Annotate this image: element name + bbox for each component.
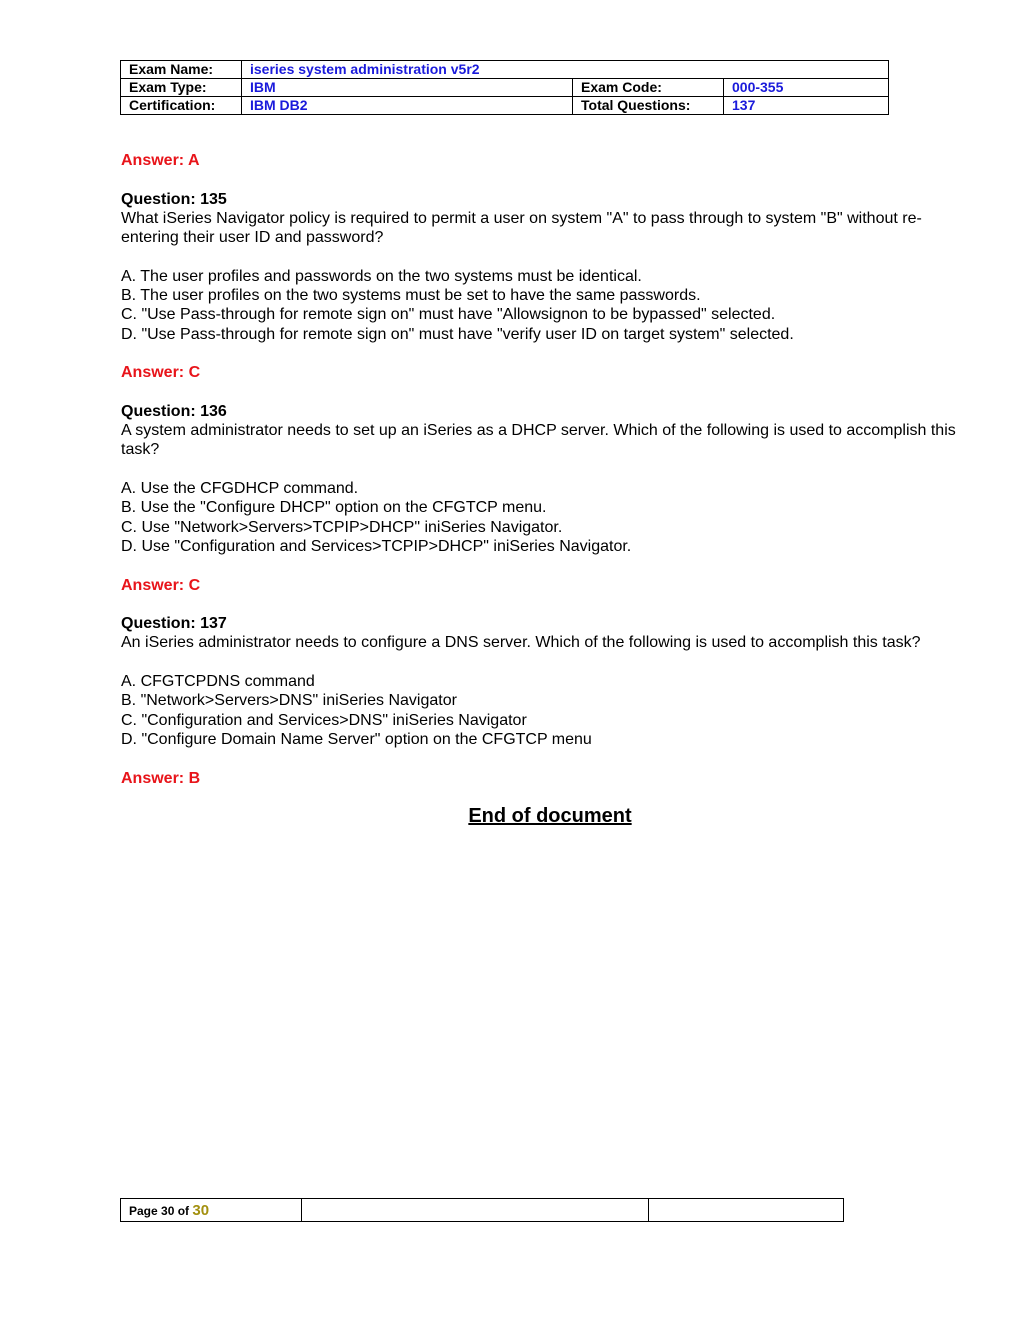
question-title: Question: 137 xyxy=(121,615,227,633)
option-b: B. "Network>Servers>DNS" iniSeries Navigator xyxy=(121,692,457,710)
question-answer: Answer: C xyxy=(121,576,201,594)
page-footer xyxy=(120,1198,844,1222)
question-answer: Answer: C xyxy=(121,364,201,382)
certification-label: Certification: xyxy=(121,97,242,115)
option-c: C. "Configuration and Services>DNS" iniSeries Navigator xyxy=(121,711,527,729)
option-d: D. Use "Configuration and Services>TCPIP>DHCP" iniSeries Navigator. xyxy=(121,537,632,555)
option-c: C. "Use Pass-through for remote sign on" must have "Allowsignon to be bypassed" selected. xyxy=(121,306,776,324)
exam-name-value: iseries system administration v5r2 xyxy=(242,61,889,79)
exam-type-label: Exam Type: xyxy=(121,79,242,97)
exam-code-value: 000-355 xyxy=(724,79,889,97)
certification-value: IBM DB2 xyxy=(242,97,573,115)
total-questions-label: Total Questions: xyxy=(573,97,724,115)
option-a: A. The user profiles and passwords on the two systems must be identical. xyxy=(121,267,642,285)
footer-empty-cell xyxy=(649,1199,844,1222)
question-block xyxy=(121,402,966,595)
previous-answer: Answer: A xyxy=(121,152,200,169)
option-d: D. "Use Pass-through for remote sign on" must have "verify user ID on target system" selected. xyxy=(121,325,794,343)
question-text: A system administrator needs to set up an iSeries as a DHCP server. Which of the following is used to accomplish this task? xyxy=(121,422,956,459)
page-number-prefix: Page 30 of xyxy=(129,1203,193,1218)
total-questions-value: 137 xyxy=(724,97,889,115)
option-d: D. "Configure Domain Name Server" option on the CFGTCP menu xyxy=(121,730,592,748)
question-block xyxy=(121,190,966,383)
exam-name-label: Exam Name: xyxy=(121,61,242,79)
question-title: Question: 136 xyxy=(121,402,227,420)
footer-empty-cell xyxy=(302,1199,649,1222)
question-answer: Answer: B xyxy=(121,769,201,787)
exam-code-label: Exam Code: xyxy=(573,79,724,97)
option-c: C. Use "Network>Servers>TCPIP>DHCP" iniSeries Navigator. xyxy=(121,518,563,536)
page-number-cell xyxy=(121,1199,302,1222)
option-b: B. Use the "Configure DHCP" option on the CFGTCP menu. xyxy=(121,499,547,517)
exam-info-table xyxy=(120,60,889,115)
question-text: An iSeries administrator needs to configure a DNS server. Which of the following is used to accomplish this task? xyxy=(121,634,921,652)
exam-type-value: IBM xyxy=(242,79,573,97)
option-b: B. The user profiles on the two systems must be set to have the same passwords. xyxy=(121,287,701,305)
question-text: What iSeries Navigator policy is required to permit a user on system "A" to pass through to system "B" without re-entering their user ID and password? xyxy=(121,209,922,247)
page-total: 30 xyxy=(192,1201,210,1219)
end-of-document-heading: End of document xyxy=(468,805,632,827)
option-a: A. CFGTCPDNS command xyxy=(121,673,315,691)
document-body xyxy=(121,151,966,788)
question-title: Question: 135 xyxy=(121,190,227,208)
option-a: A. Use the CFGDHCP command. xyxy=(121,480,359,498)
question-block xyxy=(121,614,966,788)
